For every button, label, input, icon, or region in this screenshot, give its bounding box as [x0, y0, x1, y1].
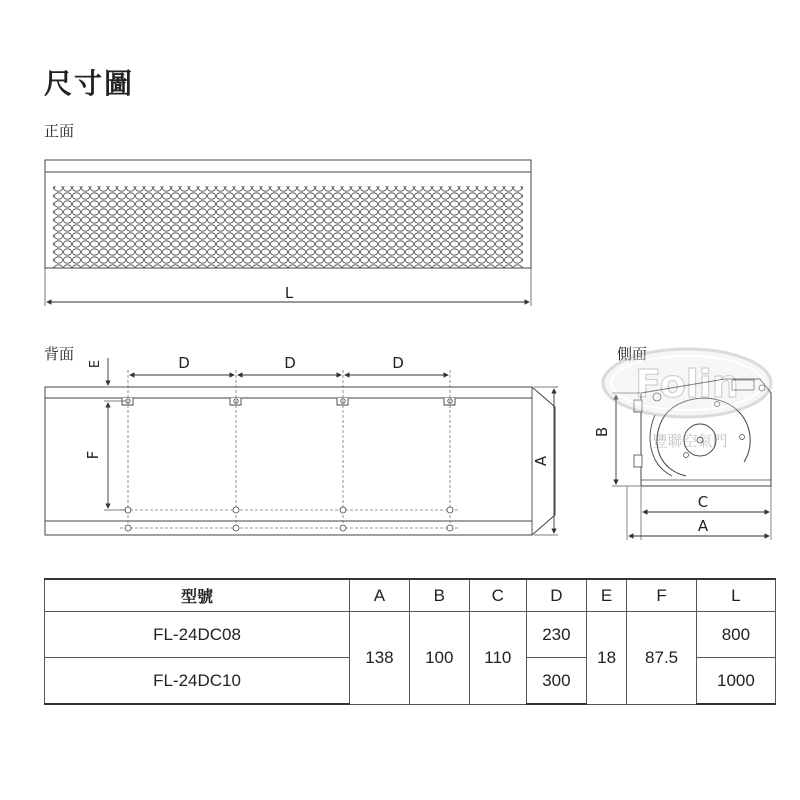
spec-table [44, 578, 776, 705]
back-view [45, 354, 558, 535]
back-D3-label: D [392, 354, 404, 372]
value-F: 87.5 [627, 612, 696, 705]
header-L: L [696, 579, 775, 612]
back-body [45, 387, 555, 535]
model-cell: FL-24DC10 [45, 658, 350, 705]
header-A: A [350, 579, 410, 612]
front-L-label: L [284, 284, 294, 302]
side-view-label: 側面 [617, 345, 648, 363]
header-F: F [627, 579, 696, 612]
back-F-label: F [84, 450, 102, 460]
back-E-label: E [88, 359, 103, 369]
back-D2-label: D [284, 354, 296, 372]
value-C: 110 [469, 612, 526, 705]
value-A: 138 [350, 612, 410, 705]
front-perforated-grille [53, 186, 523, 268]
table-row [45, 612, 776, 658]
watermark-tagline: 豐聯空氣門 [652, 432, 728, 450]
page-title: 尺寸圖 [44, 67, 135, 100]
value-D: 230 [526, 612, 586, 658]
header-E: E [586, 579, 627, 612]
value-B: 100 [409, 612, 469, 705]
model-cell: FL-24DC08 [45, 612, 350, 658]
back-D1-label: D [178, 354, 190, 372]
value-E: 18 [586, 612, 627, 705]
header-C: C [469, 579, 526, 612]
value-L: 1000 [696, 658, 775, 705]
back-view-label: 背面 [44, 345, 75, 363]
side-C-label: C [697, 493, 709, 511]
front-view-label: 正面 [44, 122, 75, 140]
back-A-label: A [532, 455, 550, 467]
header-model: 型號 [45, 579, 350, 612]
header-B: B [409, 579, 469, 612]
front-view [45, 160, 531, 306]
watermark-logo-text: Folin [635, 362, 739, 406]
value-D: 300 [526, 658, 586, 705]
table-header-row [45, 579, 776, 612]
side-B-label: B [593, 426, 611, 438]
header-D: D [526, 579, 586, 612]
side-A-label: A [697, 517, 709, 535]
value-L: 800 [696, 612, 775, 658]
